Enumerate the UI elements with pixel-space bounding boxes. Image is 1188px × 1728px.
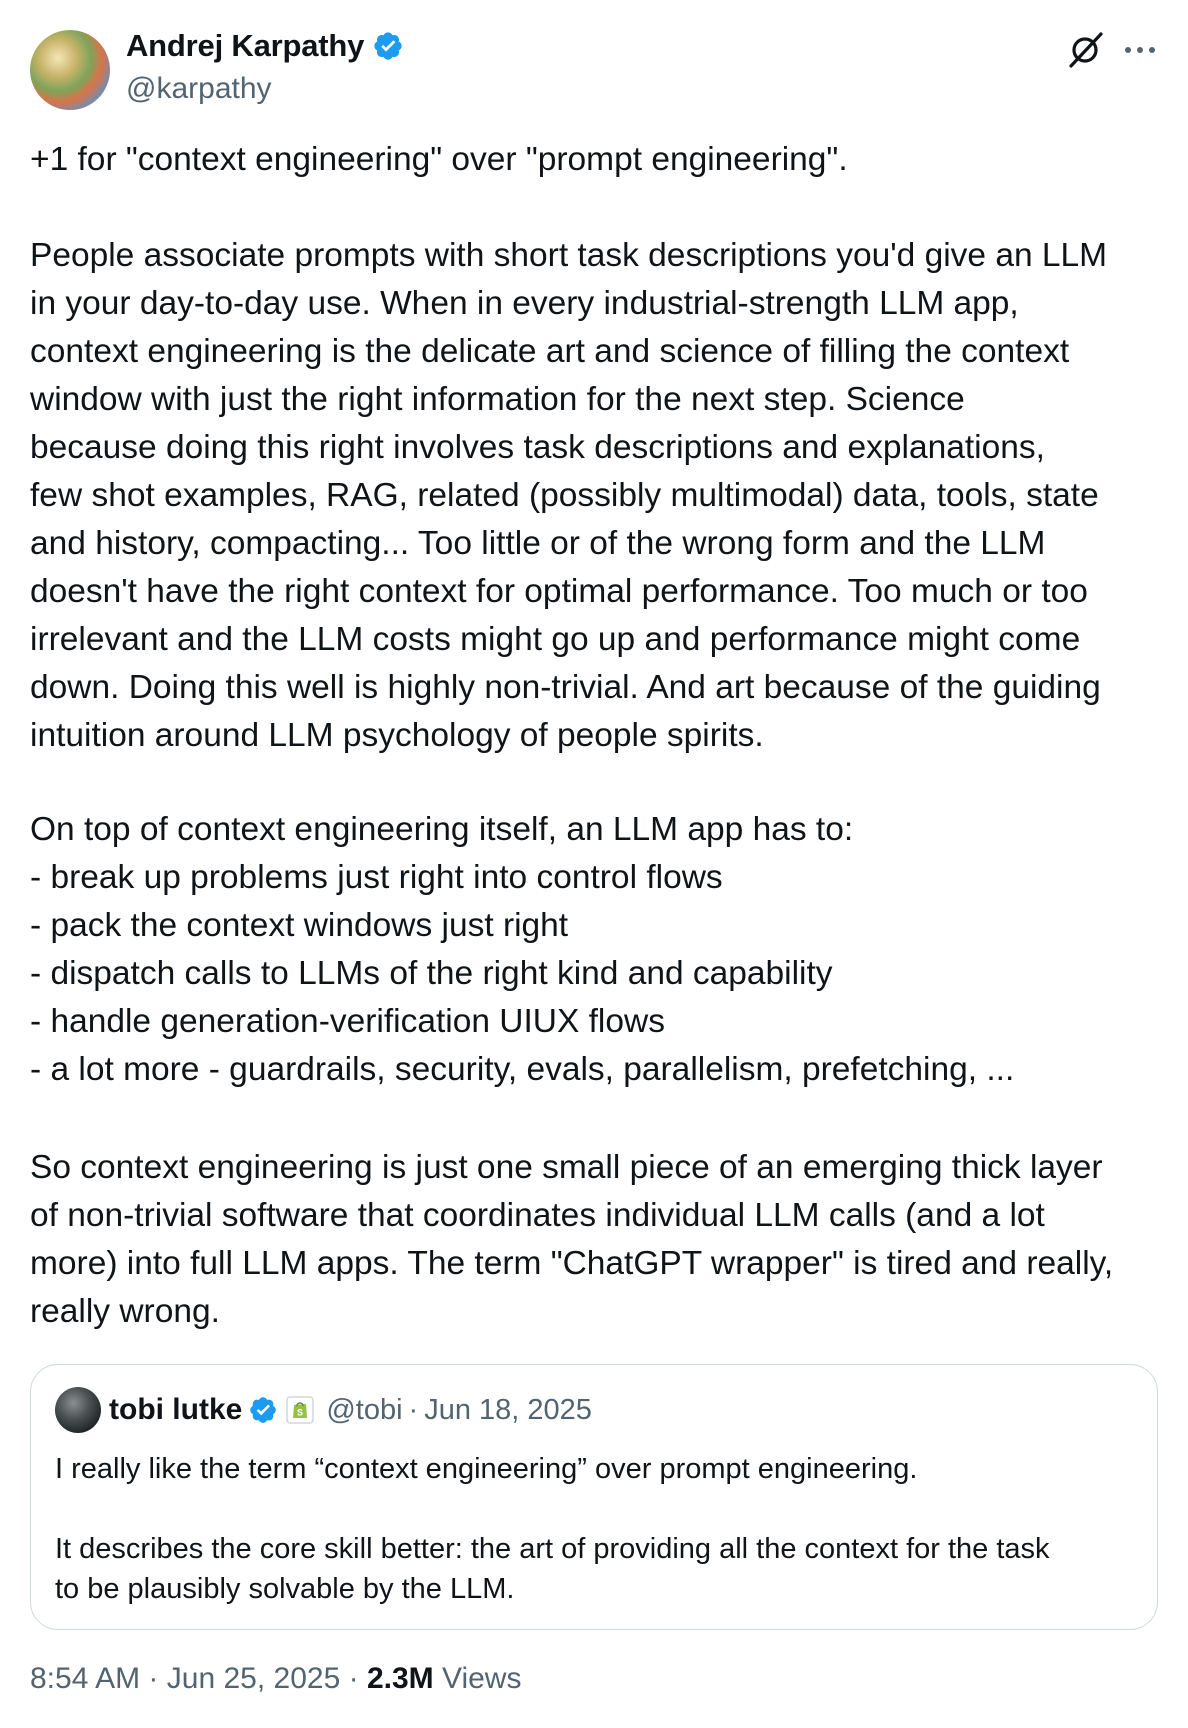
tweet-line: doesn't have the right context for optimal performance. Too much or too xyxy=(30,573,1088,610)
tweet-line: intuition around LLM psychology of people spirits. xyxy=(30,717,764,754)
tweet-paragraph-4 xyxy=(30,1144,1158,1336)
quoted-paragraph-1 xyxy=(55,1449,1133,1489)
grok-icon[interactable] xyxy=(1065,30,1105,70)
verified-badge-icon xyxy=(372,30,404,62)
author-name-row xyxy=(126,28,404,64)
tweet-line: - dispatch calls to LLMs of the right kind and capability xyxy=(30,955,833,992)
tweet-line: and history, compacting... Too little or of the wrong form and the LLM xyxy=(30,525,1046,562)
tweet-line: So context engineering is just one small piece of an emerging thick layer xyxy=(30,1149,1103,1186)
tweet-line: of non-trivial software that coordinates individual LLM calls (and a lot xyxy=(30,1197,1045,1234)
post-time[interactable]: 8:54 AM xyxy=(30,1662,141,1695)
quoted-line: I really like the term “context engineering” over prompt engineering. xyxy=(55,1453,918,1485)
tweet-line: few shot examples, RAG, related (possibly multimodal) data, tools, state xyxy=(30,477,1099,514)
tweet-line: in your day-to-day use. When in every industrial-strength LLM app, xyxy=(30,285,1019,322)
author-name[interactable]: Andrej Karpathy xyxy=(126,28,365,63)
quoted-tweet-header xyxy=(55,1387,592,1433)
tweet-line: more) into full LLM apps. The term "ChatGPT wrapper" is tired and really, xyxy=(30,1245,1114,1282)
quoted-tweet[interactable] xyxy=(30,1364,1158,1630)
quoted-author-handle[interactable]: @tobi xyxy=(326,1393,403,1426)
tweet-line: - handle generation-verification UIUX flows xyxy=(30,1003,665,1040)
tweet-line: People associate prompts with short task descriptions you'd give an LLM xyxy=(30,237,1108,274)
tweet-line: because doing this right involves task descriptions and explanations, xyxy=(30,429,1045,466)
tweet-footer xyxy=(30,1662,521,1696)
tweet-line: +1 for "context engineering" over "prompt engineering". xyxy=(30,141,848,178)
tweet-paragraph-1 xyxy=(30,136,1158,184)
footer-separator: · xyxy=(148,1662,159,1695)
tweet-paragraph-3 xyxy=(30,806,1158,1094)
tweet-line: down. Doing this well is highly non-trivial. And art because of the guiding xyxy=(30,669,1101,706)
tweet-line: irrelevant and the LLM costs might go up and performance might come xyxy=(30,621,1081,658)
footer-separator: · xyxy=(348,1662,359,1695)
author-handle[interactable]: @karpathy xyxy=(126,72,272,105)
tweet-line: - pack the context windows just right xyxy=(30,907,569,944)
post-date[interactable]: Jun 25, 2025 xyxy=(166,1662,341,1695)
quoted-date[interactable]: Jun 18, 2025 xyxy=(424,1393,592,1426)
quoted-paragraph-2 xyxy=(55,1529,1133,1609)
author-avatar[interactable] xyxy=(30,30,110,110)
tweet-line: context engineering is the delicate art and science of filling the context xyxy=(30,333,1070,370)
quoted-line: to be plausibly solvable by the LLM. xyxy=(55,1573,515,1605)
views-count[interactable]: 2.3M xyxy=(366,1662,434,1695)
tweet-paragraph-2 xyxy=(30,232,1158,760)
quoted-line: It describes the core skill better: the art of providing all the context for the task xyxy=(55,1533,1050,1565)
tweet-line: - break up problems just right into control flows xyxy=(30,859,723,896)
tweet-line: - a lot more - guardrails, security, evals, parallelism, prefetching, ... xyxy=(30,1051,1015,1088)
quoted-author-name[interactable]: tobi lutke xyxy=(109,1393,243,1426)
tweet-line: really wrong. xyxy=(30,1293,220,1330)
tweet-line: window with just the right information for the next step. Science xyxy=(30,381,965,418)
quoted-author-avatar[interactable] xyxy=(55,1387,101,1433)
more-icon[interactable] xyxy=(1122,40,1158,60)
views-label: Views xyxy=(441,1662,522,1695)
quoted-separator: · xyxy=(408,1393,419,1426)
shopify-icon[interactable] xyxy=(286,1396,314,1424)
svg-text:S: S xyxy=(297,1407,304,1418)
tweet-line: On top of context engineering itself, an LLM app has to: xyxy=(30,811,854,848)
verified-badge-icon xyxy=(248,1395,278,1425)
